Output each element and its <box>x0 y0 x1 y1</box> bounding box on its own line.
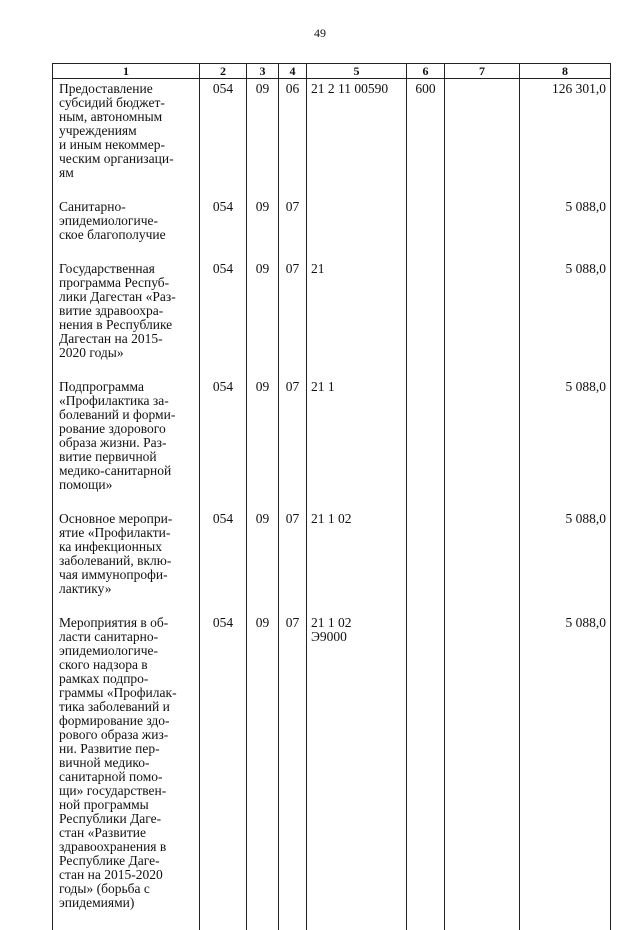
row-expense-type <box>407 200 445 262</box>
row-amount: 5 088,0 <box>520 262 611 380</box>
row-section: 09 <box>247 616 279 930</box>
row-ministry-code: 054 <box>200 512 247 616</box>
row-amount: 5 088,0 <box>520 200 611 262</box>
row-ministry-code: 054 <box>200 200 247 262</box>
row-subsection: 06 <box>279 79 307 201</box>
row-col-7 <box>445 79 520 201</box>
table-row <box>53 512 611 616</box>
header-col-1: 1 <box>53 64 200 79</box>
header-col-3: 3 <box>247 64 279 79</box>
row-ministry-code: 054 <box>200 79 247 201</box>
row-section: 09 <box>247 512 279 616</box>
table-row <box>53 200 611 262</box>
table-row <box>53 262 611 380</box>
row-amount: 126 301,0 <box>520 79 611 201</box>
row-name: Санитарно- эпидемиологиче- ское благополучие <box>53 200 200 262</box>
row-col-7 <box>445 200 520 262</box>
row-expense-type: 600 <box>407 79 445 201</box>
table-row <box>53 79 611 201</box>
header-col-7: 7 <box>445 64 520 79</box>
row-expense-type <box>407 616 445 930</box>
budget-table <box>52 63 611 930</box>
page-number: 49 <box>314 26 326 40</box>
row-expense-type <box>407 380 445 512</box>
row-col-7 <box>445 380 520 512</box>
row-ministry-code: 054 <box>200 380 247 512</box>
row-col-7 <box>445 616 520 930</box>
row-col-7 <box>445 512 520 616</box>
row-target-code: 21 1 02 Э9000 <box>307 616 407 930</box>
row-section: 09 <box>247 262 279 380</box>
row-subsection: 07 <box>279 200 307 262</box>
row-name: Основное меропри- ятие «Профилакти- ка инфекционных заболеваний, вклю- чая иммунопрофи- лактику» <box>53 512 200 616</box>
row-subsection: 07 <box>279 616 307 930</box>
row-amount: 5 088,0 <box>520 616 611 930</box>
row-target-code: 21 <box>307 262 407 380</box>
row-section: 09 <box>247 79 279 201</box>
row-name: Подпрограмма «Профилактика за- болеваний и форми- рование здорового образа жизни. Раз- витие первичной медико-санитарной помощи» <box>53 380 200 512</box>
table-row <box>53 616 611 930</box>
header-col-4: 4 <box>279 64 307 79</box>
header-col-2: 2 <box>200 64 247 79</box>
row-section: 09 <box>247 380 279 512</box>
row-expense-type <box>407 512 445 616</box>
row-amount: 5 088,0 <box>520 512 611 616</box>
row-section: 09 <box>247 200 279 262</box>
row-target-code: 21 2 11 00590 <box>307 79 407 201</box>
row-subsection: 07 <box>279 380 307 512</box>
table-header-row <box>53 64 611 79</box>
row-subsection: 07 <box>279 262 307 380</box>
header-col-8: 8 <box>520 64 611 79</box>
row-name: Государственная программа Респуб- лики Дагестан «Раз- витие здравоохра- нения в Республике Дагестан на 2015- 2020 годы» <box>53 262 200 380</box>
row-amount: 5 088,0 <box>520 380 611 512</box>
row-ministry-code: 054 <box>200 262 247 380</box>
row-col-7 <box>445 262 520 380</box>
row-target-code: 21 1 02 <box>307 512 407 616</box>
header-col-6: 6 <box>407 64 445 79</box>
row-target-code <box>307 200 407 262</box>
row-name: Предоставление субсидий бюджет- ным, автономным учреждениям и иным некоммер- ческим организаци- ям <box>53 79 200 201</box>
row-expense-type <box>407 262 445 380</box>
row-target-code: 21 1 <box>307 380 407 512</box>
row-name: Мероприятия в об- ласти санитарно- эпидемиологиче- ского надзора в рамках подпро- граммы «Профилак- тика заболеваний и формирование здо- рового образа жиз- ни. Развитие пер- вичной медико- санитарной помо- щи» государствен- ной программы Республики Даге- стан «Развитие здравоохранения в Республике Даге- стан на 2015-2020 годы» (борьба с эпидемиями) <box>53 616 200 930</box>
row-ministry-code: 054 <box>200 616 247 930</box>
table-row <box>53 380 611 512</box>
header-col-5: 5 <box>307 64 407 79</box>
row-subsection: 07 <box>279 512 307 616</box>
